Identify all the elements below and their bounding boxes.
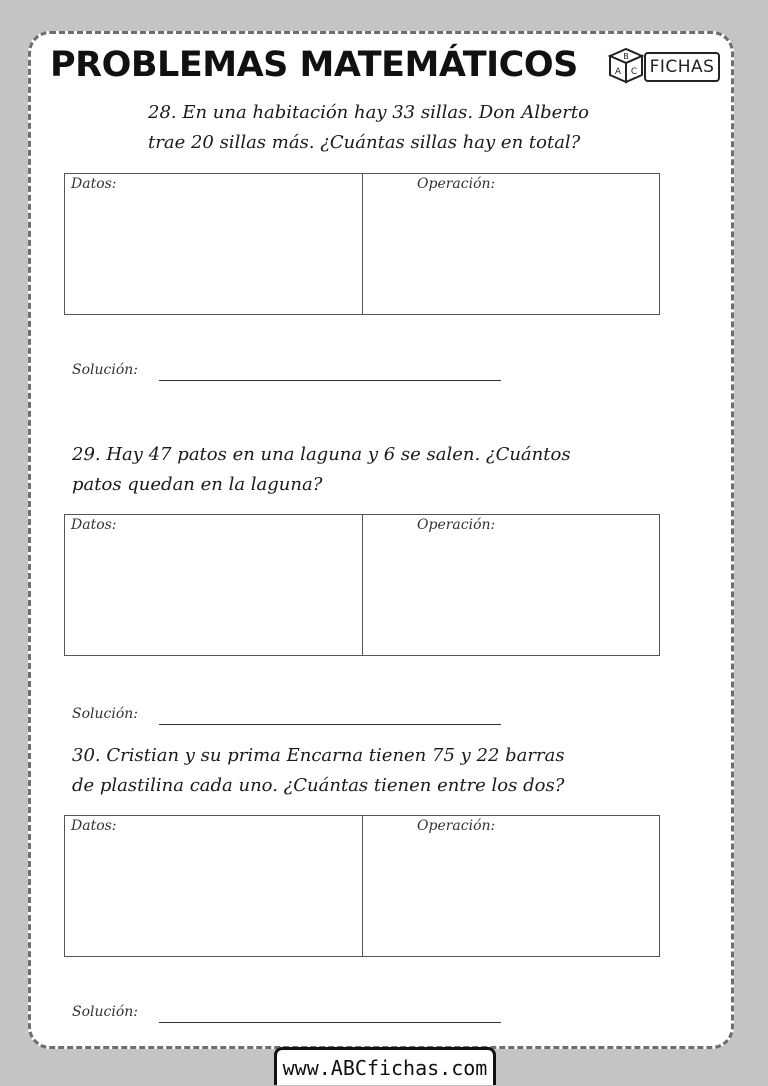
work-box-divider bbox=[362, 816, 363, 956]
work-box-divider bbox=[362, 515, 363, 655]
cube-letter-right: C bbox=[630, 67, 638, 77]
problem-30-line-1: 30. Cristian y su prima Encarna tienen 75 y 22 barras bbox=[72, 745, 565, 766]
operacion-label: Operación: bbox=[417, 517, 496, 533]
solucion-label: Solución: bbox=[72, 362, 138, 378]
datos-label: Datos: bbox=[71, 517, 117, 533]
datos-label: Datos: bbox=[71, 176, 117, 192]
problem-29-work-box bbox=[64, 514, 660, 656]
problem-29-line-1: 29. Hay 47 patos en una laguna y 6 se salen. ¿Cuántos bbox=[72, 444, 571, 465]
problem-30-work-box bbox=[64, 815, 660, 957]
solution-answer-line[interactable] bbox=[159, 724, 501, 725]
solucion-label: Solución: bbox=[72, 1004, 138, 1020]
problem-28-line-1: 28. En una habitación hay 33 sillas. Don Alberto bbox=[148, 102, 589, 123]
abcfichas-logo bbox=[604, 44, 720, 84]
logo-brand-text: FICHAS bbox=[644, 52, 720, 82]
problem-28-line-2: trae 20 sillas más. ¿Cuántas sillas hay en total? bbox=[148, 132, 581, 153]
problem-29-solution bbox=[72, 704, 502, 728]
operacion-label: Operación: bbox=[417, 176, 496, 192]
page-title: PROBLEMAS MATEMÁTICOS bbox=[50, 45, 578, 85]
problem-29-line-2: patos quedan en la laguna? bbox=[72, 474, 323, 495]
datos-label: Datos: bbox=[71, 818, 117, 834]
operacion-label: Operación: bbox=[417, 818, 496, 834]
cube-letter-top: B bbox=[623, 52, 629, 61]
problem-30-line-2: de plastilina cada uno. ¿Cuántas tienen entre los dos? bbox=[72, 775, 565, 796]
solution-answer-line[interactable] bbox=[159, 1022, 501, 1023]
problem-30-solution bbox=[72, 1002, 502, 1026]
footer-website-url[interactable]: www.ABCfichas.com bbox=[274, 1047, 496, 1085]
problem-28-work-box bbox=[64, 173, 660, 315]
cube-letter-left: A bbox=[614, 67, 622, 77]
work-box-divider bbox=[362, 174, 363, 314]
problem-28-solution bbox=[72, 360, 502, 384]
solution-answer-line[interactable] bbox=[159, 380, 501, 381]
solucion-label: Solución: bbox=[72, 706, 138, 722]
